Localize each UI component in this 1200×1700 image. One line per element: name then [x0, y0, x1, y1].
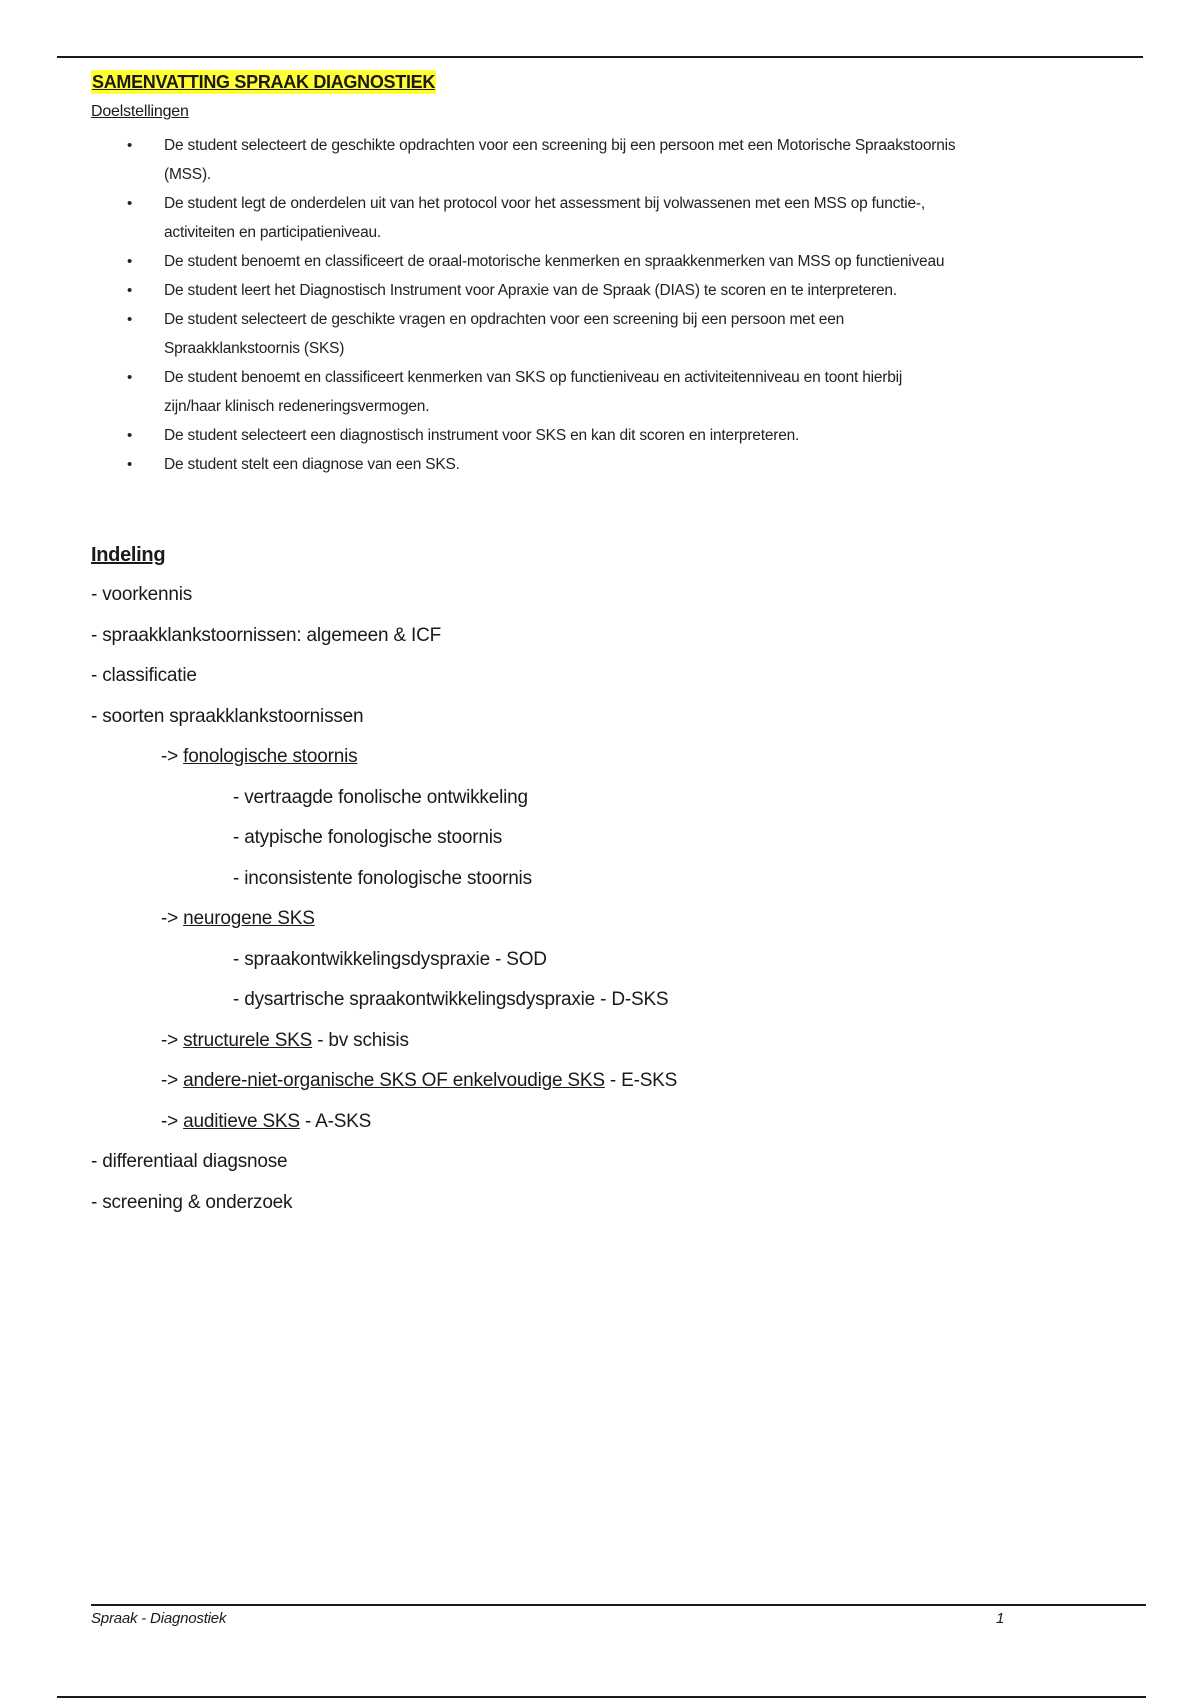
outline-item: -> structurele SKS - bv schisis — [161, 1029, 409, 1051]
goal-item: • De student selecteert een diagnostisch instrument voor SKS en kan dit scoren en interpreteren. — [91, 421, 1146, 450]
footer-title: Spraak - Diagnostiek — [91, 1610, 227, 1627]
outline-item: -> fonologische stoornis — [161, 746, 358, 767]
bullet-icon: • — [127, 456, 133, 473]
bullet-icon: • — [127, 195, 133, 212]
bullet-icon: • — [127, 137, 133, 154]
footer-rule — [91, 1604, 1146, 1606]
goals-list — [91, 131, 1146, 479]
outline-item: - spraakklankstoornissen: algemeen & ICF — [91, 624, 441, 646]
page-number: 1 — [996, 1610, 1005, 1627]
bullet-icon: • — [127, 282, 133, 299]
goal-item: • De student selecteert de geschikte opdrachten voor een screening bij een persoon met een Motorische Spraakstoornis (MSS). — [91, 131, 1146, 189]
outline-item: - spraakontwikkelingsdyspraxie - SOD — [233, 948, 547, 970]
outline-item: - screening & onderzoek — [91, 1191, 293, 1213]
outline-item: -> neurogene SKS — [161, 908, 315, 929]
outline-subheading: neurogene SKS — [183, 908, 315, 929]
bottom-rule — [57, 1696, 1146, 1698]
bullet-icon: • — [127, 369, 133, 386]
outline-item: - vertraagde fonolische ontwikkeling — [233, 786, 528, 808]
goal-item: • De student selecteert de geschikte vragen en opdrachten voor een screening bij een persoon met een Spraakklankstoornis (SKS) — [91, 305, 1146, 363]
indeling-heading: Indeling — [91, 544, 166, 566]
outline-subheading: structurele SKS — [183, 1029, 313, 1051]
outline-item: - dysartrische spraakontwikkelingsdyspraxie - D-SKS — [233, 989, 669, 1010]
goal-item: • De student stelt een diagnose van een SKS. — [91, 450, 1146, 479]
indeling-outline — [91, 580, 1091, 1228]
outline-item: - differentiaal diagsnose — [91, 1151, 288, 1172]
bullet-icon: • — [127, 427, 133, 444]
outline-item: - soorten spraakklankstoornissen — [91, 705, 364, 727]
outline-subheading: andere-niet-organische SKS OF enkelvoudige SKS — [183, 1070, 605, 1091]
outline-item: - classificatie — [91, 665, 197, 686]
outline-subheading: fonologische stoornis — [183, 746, 358, 767]
bullet-icon: • — [127, 253, 133, 270]
outline-item: -> auditieve SKS - A-SKS — [161, 1110, 372, 1132]
goal-item: • De student legt de onderdelen uit van het protocol voor het assessment bij volwassenen met een MSS op functie-, activiteiten en participatieniveau. — [91, 189, 1146, 247]
goals-heading: Doelstellingen — [91, 103, 189, 120]
goal-item: • De student leert het Diagnostisch Instrument voor Apraxie van de Spraak (DIAS) te scoren en te interpreteren. — [91, 276, 1146, 305]
outline-item: - atypische fonologische stoornis — [233, 827, 503, 848]
goal-item: • De student benoemt en classificeert kenmerken van SKS op functieniveau en activiteitenniveau en toont hierbij zijn/haar klinisch redeneringsvermogen. — [91, 363, 1146, 421]
bullet-icon: • — [127, 311, 133, 328]
outline-subheading: auditieve SKS — [183, 1110, 300, 1132]
goal-item: • De student benoemt en classificeert de oraal-motorische kenmerken en spraakkenmerken van MSS op functieniveau — [91, 247, 1146, 276]
outline-item: -> andere-niet-organische SKS OF enkelvoudige SKS - E-SKS — [161, 1070, 678, 1091]
header-rule — [57, 56, 1143, 58]
outline-item: - voorkennis — [91, 584, 193, 605]
outline-item: - inconsistente fonologische stoornis — [233, 867, 532, 889]
document-title: SAMENVATTING SPRAAK DIAGNOSTIEK — [92, 72, 436, 92]
